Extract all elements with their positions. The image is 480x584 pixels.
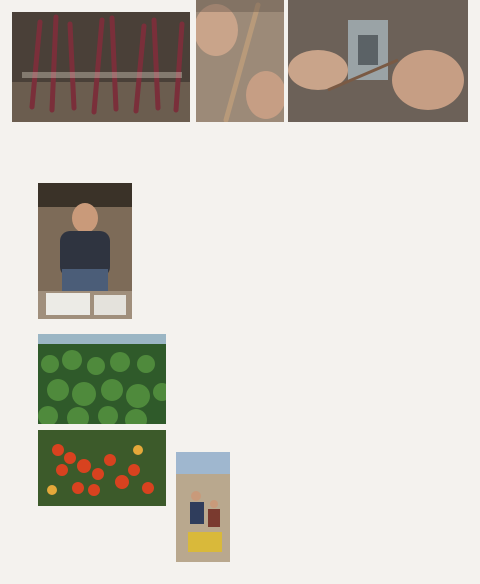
photo-grafted-vines <box>12 12 190 122</box>
body-column-lower <box>226 389 468 551</box>
caption-field-workers <box>232 457 254 557</box>
caption-tomatoes <box>42 512 168 562</box>
photo-farmer-portrait <box>38 183 132 291</box>
caption-bundle <box>214 127 288 153</box>
photo-documents-on-table <box>38 291 132 319</box>
caption-tool <box>290 127 380 177</box>
photo-field-workers <box>176 452 230 562</box>
headline-block <box>402 60 472 200</box>
caption-grafting <box>64 127 190 153</box>
headline <box>402 60 422 200</box>
photo-vegetable-field <box>38 334 166 424</box>
photo-cherry-tomatoes <box>38 430 166 506</box>
photo-vine-bundle <box>196 0 284 122</box>
body-column-right <box>292 212 468 374</box>
body-column-middle <box>172 212 288 374</box>
caption-portrait <box>132 212 154 294</box>
